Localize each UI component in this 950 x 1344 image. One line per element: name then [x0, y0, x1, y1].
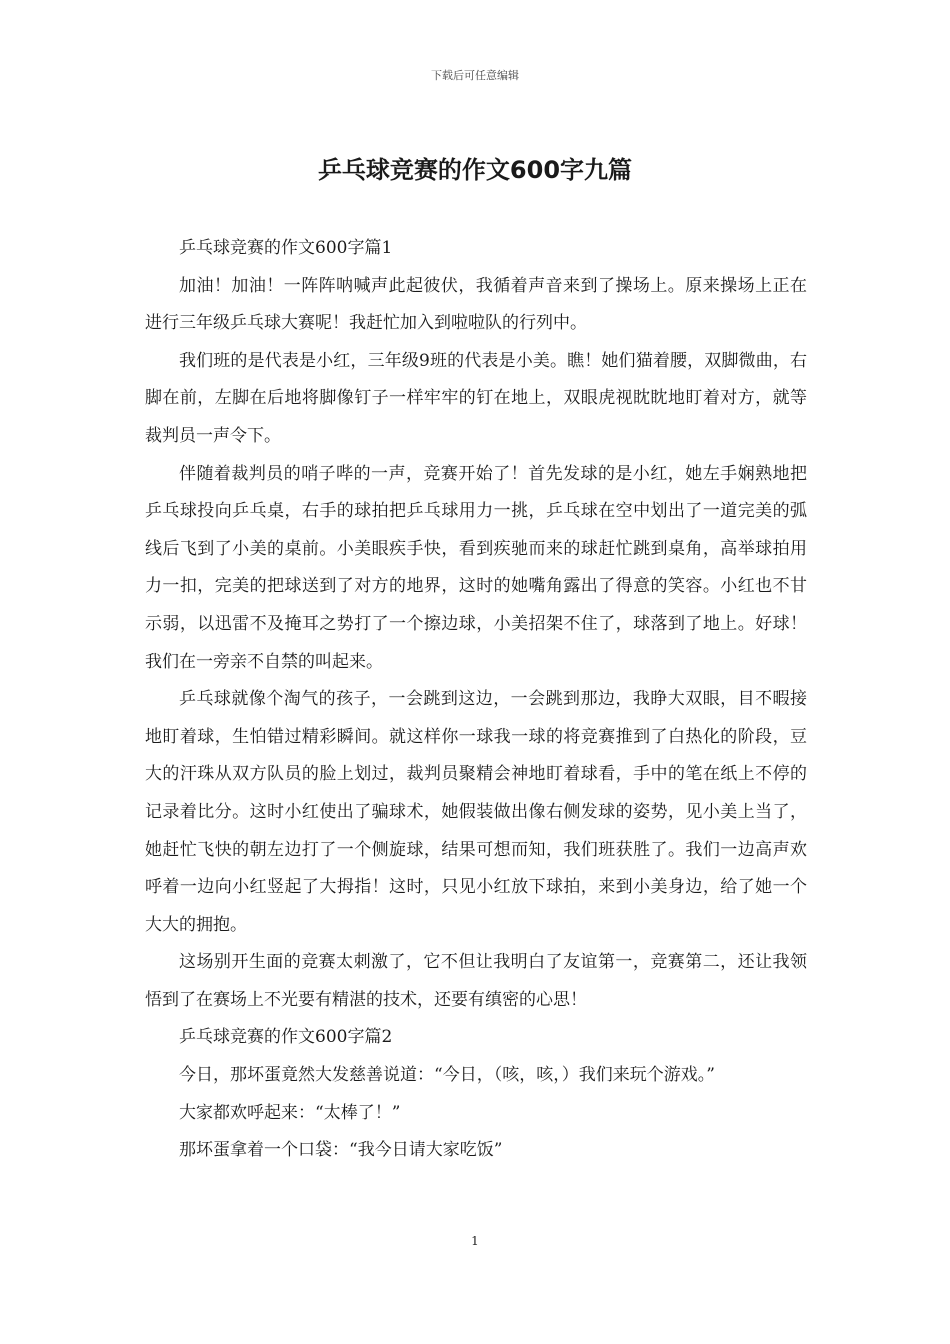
paragraph: 那坏蛋拿着一个口袋：“我今日请大家吃饭”	[179, 1140, 503, 1161]
paragraph: 今日，那坏蛋竟然大发慈善说道：“今日，（咳，咳，）我们来玩个游戏。”	[179, 1065, 715, 1086]
paragraph: 乒乓球就像个淘气的孩子，一会跳到这边，一会跳到那边，我睁大双眼，目不暇接地盯着球，生怕错过精彩瞬间。就这样你一球我一球的将竞赛推到了白热化的阶段，豆大的汗珠从双方队员的脸上划过，裁判员聚精会神地盯着球看，手中的笔在纸上不停的记录着比分。这时小红使出了骗球术，她假装做出像右侧发球的姿势，见小美上当了，她赶忙飞快的朝左边打了一个侧旋球，结果可想而知，我们班获胜了。我们一边高声欢呼着一边向小红竖起了大拇指！这时，只见小红放下球拍，来到小美身边，给了她一个大大的拥抱。	[145, 689, 807, 935]
section-heading-1: 乒乓球竞赛的作文600字篇1	[179, 238, 393, 258]
page-number: 1	[471, 1234, 479, 1248]
paragraph: 伴随着裁判员的哨子哔的一声，竞赛开始了！首先发球的是小红，她左手娴熟地把乒乓球投向乒乓桌，右手的球拍把乒乓球用力一挑，乒乓球在空中划出了一道完美的弧线后飞到了小美的桌前。小美眼疾手快，看到疾驰而来的球赶忙跳到桌角，高举球拍用力一扣，完美的把球送到了对方的地界，这时的她嘴角露出了得意的笑容。小红也不甘示弱，以迅雷不及掩耳之势打了一个擦边球，小美招架不住了，球落到了地上。好球！我们在一旁亲不自禁的叫起来。	[145, 463, 807, 672]
section-heading-2: 乒乓球竞赛的作文600字篇2	[179, 1027, 393, 1048]
document-body	[145, 230, 807, 1170]
document-title: 乒乓球竞赛的作文600字九篇	[317, 156, 633, 184]
header-note: 下载后可任意编辑	[431, 69, 519, 82]
paragraph: 我们班的是代表是小红，三年级9班的代表是小美。瞧！她们猫着腰，双脚微曲，右脚在前，左脚在后地将脚像钉子一样牢牢的钉在地上，双眼虎视眈眈地盯着对方，就等裁判员一声令下。	[145, 350, 807, 446]
paragraph: 大家都欢呼起来：“太棒了！”	[179, 1102, 401, 1123]
paragraph: 加油！加油！一阵阵呐喊声此起彼伏，我循着声音来到了操场上。原来操场上正在进行三年级乒乓球大赛呢！我赶忙加入到啦啦队的行列中。	[145, 275, 807, 334]
paragraph: 这场别开生面的竞赛太刺激了，它不但让我明白了友谊第一，竞赛第二，还让我领悟到了在赛场上不光要有精湛的技术，还要有缜密的心思！	[145, 952, 807, 1010]
